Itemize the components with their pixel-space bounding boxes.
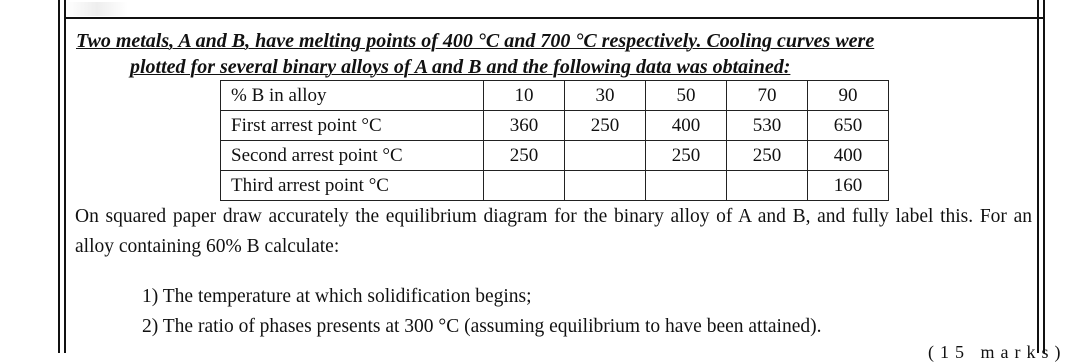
row-label: First arrest point °C bbox=[221, 111, 484, 141]
scan-smudge bbox=[66, 2, 128, 16]
table-cell: 250 bbox=[727, 141, 808, 171]
table-cell: 50 bbox=[646, 81, 727, 111]
page-border-left-outer bbox=[58, 0, 60, 353]
row-label: % B in alloy bbox=[221, 81, 484, 111]
table-cell: 250 bbox=[646, 141, 727, 171]
table-cell bbox=[646, 171, 727, 201]
table-cell: 650 bbox=[808, 111, 889, 141]
instruction-paragraph: On squared paper draw accurately the equilibrium diagram for the binary alloy of A and B, and fully label this. For an alloy containing 60% B calculate: bbox=[75, 206, 1032, 257]
page-border-left-inner bbox=[64, 0, 66, 353]
arrest-point-table bbox=[220, 80, 889, 201]
table-cell: 160 bbox=[808, 171, 889, 201]
table-cell: 400 bbox=[808, 141, 889, 171]
page-border-top bbox=[64, 17, 1043, 19]
row-label: Second arrest point °C bbox=[221, 141, 484, 171]
table-cell bbox=[484, 171, 565, 201]
table-cell bbox=[565, 171, 646, 201]
table-cell bbox=[727, 171, 808, 201]
question-2: 2) The ratio of phases presents at 300 °C (assuming equilibrium to have been attained). bbox=[142, 316, 822, 337]
table-cell: 250 bbox=[565, 111, 646, 141]
table-cell: 530 bbox=[727, 111, 808, 141]
table-row bbox=[221, 141, 889, 171]
table-cell: 400 bbox=[646, 111, 727, 141]
marks-label: (15 marks) bbox=[928, 342, 1067, 362]
table-cell bbox=[565, 141, 646, 171]
table-row bbox=[221, 81, 889, 111]
intro-line-2: plotted for several binary alloys of A and B and the following data was obtained: bbox=[130, 56, 791, 78]
table-cell: 250 bbox=[484, 141, 565, 171]
page-border-right-inner bbox=[1037, 0, 1039, 353]
table-cell: 30 bbox=[565, 81, 646, 111]
table-row bbox=[221, 171, 889, 201]
table-cell: 360 bbox=[484, 111, 565, 141]
table-cell: 10 bbox=[484, 81, 565, 111]
table-cell: 90 bbox=[808, 81, 889, 111]
row-label: Third arrest point °C bbox=[221, 171, 484, 201]
question-1: 1) The temperature at which solidification begins; bbox=[142, 286, 532, 307]
intro-line-1: Two metals, A and B, have melting points of 400 °C and 700 °C respectively. Cooling curves were bbox=[76, 30, 875, 52]
page-border-right-outer bbox=[1043, 0, 1045, 353]
table-row bbox=[221, 111, 889, 141]
table-cell: 70 bbox=[727, 81, 808, 111]
